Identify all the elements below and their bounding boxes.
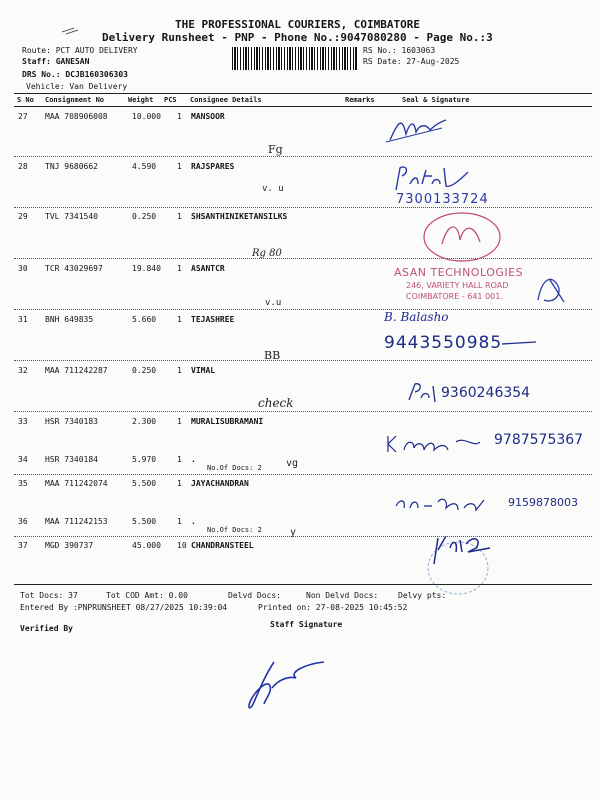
handwritten-phone-row-33: 9787575367 [494, 432, 584, 448]
drs-number: DRS No.: DCJB160306303 [22, 70, 128, 79]
handwritten-mark: vg [286, 458, 299, 469]
row-weight: 10.000 [132, 112, 161, 121]
staff-signature [236, 658, 336, 718]
delivery-points: Delvy pts: [398, 591, 447, 600]
signature-row-27 [380, 112, 450, 147]
row-sno: 32 [18, 366, 28, 375]
row-weight: 5.500 [132, 479, 157, 488]
row-divider [14, 474, 592, 475]
row-docs-note: No.Of Docs: 2 [207, 464, 262, 472]
row-sno: 31 [18, 315, 28, 324]
row-sno: 35 [18, 479, 28, 488]
signature-row-37 [420, 530, 500, 600]
signature-row-33 [384, 432, 494, 456]
row-pcs: 1 [177, 112, 182, 121]
row-consignee: ASANTCR [191, 264, 225, 273]
row-consignee: . [191, 517, 196, 526]
company-stamp-line3: COIMBATORE - 641 001. [406, 292, 503, 301]
row-sno: 30 [18, 264, 28, 273]
row-sno: 29 [18, 212, 28, 221]
handwritten-phone-row-31: 9443550985 [384, 333, 503, 353]
col-consignment: Consignment No [45, 96, 105, 104]
row-divider [14, 258, 592, 259]
row-pcs: 10 [177, 541, 187, 550]
handwritten-mark: y [290, 527, 297, 538]
company-stamp-line1: ASAN TECHNOLOGIES [394, 266, 524, 279]
col-remarks: Remarks [345, 96, 375, 104]
row-consignee: SHSANTHINIKETANSILKS [191, 212, 288, 221]
row-divider [14, 309, 592, 310]
vehicle-label: Vehicle: Van Delivery [26, 82, 128, 91]
row-consignment: HSR 7340184 [45, 455, 98, 464]
handwritten-phone-row-32: 9360246354 [441, 385, 531, 401]
row-weight: 0.250 [132, 212, 157, 221]
verified-by: Verified By [20, 624, 73, 633]
row-consignment: TCR 43029697 [45, 264, 103, 273]
row-sno: 28 [18, 162, 28, 171]
handwritten-note: Rg 80 [252, 248, 282, 259]
header-bottom-rule [14, 106, 592, 107]
row-pcs: 1 [177, 517, 182, 526]
staff-label: Staff: GANESAN [22, 57, 90, 66]
rs-date: RS Date: 27-Aug-2025 [363, 57, 460, 66]
row-consignment: MAA 711242287 [45, 366, 108, 375]
row-weight: 5.660 [132, 315, 157, 324]
row-pcs: 1 [177, 455, 182, 464]
stamp-circle-row-29 [420, 210, 505, 265]
row-consignment: MAA 711242074 [45, 479, 108, 488]
row-sno: 37 [18, 541, 28, 550]
handwritten-mark: v. u [262, 184, 284, 194]
row-consignment: TVL 7341540 [45, 212, 98, 221]
signature-row-30 [530, 270, 570, 310]
row-consignee: MANSOOR [191, 112, 225, 121]
row-sno: 34 [18, 455, 28, 464]
row-weight: 45.000 [132, 541, 161, 550]
row-divider [14, 411, 592, 412]
handwritten-mark: Fg [268, 143, 283, 156]
row-pcs: 1 [177, 162, 182, 171]
row-consignee: JAYACHANDRAN [191, 479, 249, 488]
row-pcs: 1 [177, 212, 182, 221]
row-consignment: MGD 390737 [45, 541, 94, 550]
row-divider [14, 156, 592, 157]
row-pcs: 1 [177, 366, 182, 375]
row-divider [14, 207, 592, 208]
row-pcs: 1 [177, 315, 182, 324]
handwritten-mark: v.u [265, 298, 282, 308]
handwritten-note: BB [264, 349, 281, 362]
col-consignee: Consignee Details [190, 96, 262, 104]
row-consignee: . [191, 455, 196, 464]
row-weight: 5.970 [132, 455, 157, 464]
header-top-rule [14, 93, 592, 94]
printed-on: Printed on: 27-08-2025 10:45:52 [258, 603, 408, 612]
col-pcs: PCS [164, 96, 177, 104]
runsheet-title: Delivery Runsheet - PNP - Phone No.:9047080280 - Page No.:3 [102, 31, 493, 44]
row-sno: 27 [18, 112, 28, 121]
row-consignment: MAA 711242153 [45, 517, 108, 526]
non-delivered-docs: Non Delvd Docs: [306, 591, 379, 600]
col-seal: Seal & Signature [402, 96, 470, 104]
row-weight: 19.840 [132, 264, 161, 273]
row-weight: 4.590 [132, 162, 157, 171]
signature-row-32 [405, 380, 445, 404]
row-divider [14, 360, 592, 361]
signature-row-35 [392, 494, 492, 516]
total-docs: Tot Docs: 37 [20, 591, 78, 600]
row-sno: 33 [18, 417, 28, 426]
row-consignment: BNH 649835 [45, 315, 94, 324]
row-pcs: 1 [177, 264, 182, 273]
row-docs-note: No.Of Docs: 2 [207, 526, 262, 534]
row-consignee: MURALISUBRAMANI [191, 417, 264, 426]
footer-top-rule [14, 584, 592, 585]
signature-row-28 [392, 162, 472, 192]
pen-mark-icon [60, 26, 80, 36]
barcode [232, 47, 358, 70]
row-weight: 0.250 [132, 366, 157, 375]
col-sno: S No [17, 96, 34, 104]
total-cod: Tot COD Amt: 0.00 [106, 591, 188, 600]
company-stamp-line2: 246, VARIETY HALL ROAD [406, 281, 509, 290]
row-weight: 5.500 [132, 517, 157, 526]
row-consignee: RAJSPARES [191, 162, 235, 171]
row-consignee: TEJASHREE [191, 315, 235, 324]
dash-mark [500, 338, 540, 348]
row-consignment: MAA 708906008 [45, 112, 108, 121]
row-consignee: VIMAL [191, 366, 216, 375]
row-pcs: 1 [177, 479, 182, 488]
rs-number: RS No.: 1603063 [363, 46, 436, 55]
entered-by: Entered By :PNPRUNSHEET 08/27/2025 10:39:04 [20, 603, 228, 612]
row-divider [14, 536, 592, 537]
handwritten-note: check [258, 396, 294, 410]
staff-signature-label: Staff Signature [270, 620, 343, 629]
handwritten-name-row-31: B. Balasho [384, 310, 449, 324]
row-consignment: TNJ 9680662 [45, 162, 98, 171]
delivered-docs: Delvd Docs: [228, 591, 281, 600]
row-weight: 2.300 [132, 417, 157, 426]
row-consignee: CHANDRANSTEEL [191, 541, 254, 550]
row-consignment: HSR 7340183 [45, 417, 98, 426]
col-weight: Weight [128, 96, 154, 104]
company-name: THE PROFESSIONAL COURIERS, COIMBATORE [175, 18, 421, 31]
handwritten-phone-row-35: 9159878003 [508, 496, 578, 509]
handwritten-phone-row-28: 7300133724 [396, 192, 489, 207]
row-pcs: 1 [177, 417, 182, 426]
row-sno: 36 [18, 517, 28, 526]
route-label: Route: PCT AUTO DELIVERY [22, 46, 138, 55]
